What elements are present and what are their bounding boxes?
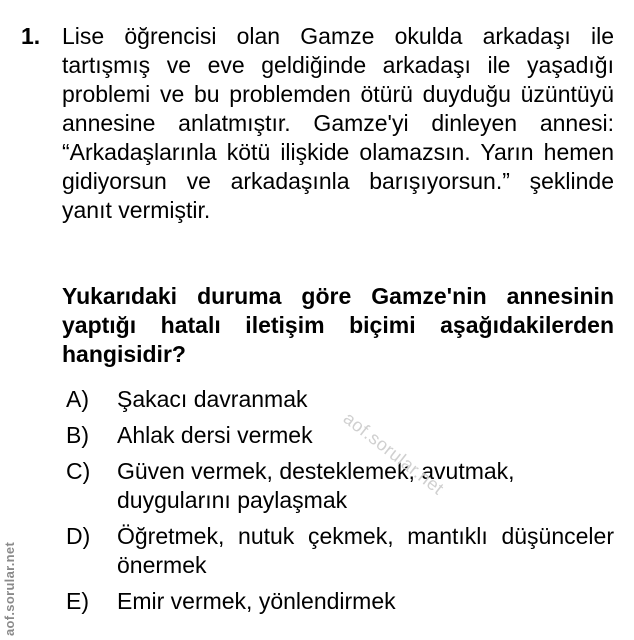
option-a[interactable] [66, 385, 614, 414]
option-b[interactable] [66, 421, 614, 450]
option-letter: B) [66, 422, 89, 448]
option-text: Şakacı davranmak [117, 386, 308, 412]
question-stem: Lise öğrencisi olan Gamze okulda arkadaşı ile tartışmış ve eve geldiğinde arkadaşı ile yaşadığı problemi ve bu problemden ötürü duyduğu üzüntüyü annesine anlatmıştır. Gamze'yi dinleyen annesi: “Arkadaşlarınla kötü ilişkide olamazsın. Yarın hemen gidiyorsun ve arkadaşınla barışıyorsun.” şeklinde yanıt vermiştir. [62, 23, 614, 223]
option-letter: D) [66, 523, 91, 549]
option-letter: C) [66, 458, 91, 484]
option-letter: A) [66, 386, 89, 412]
option-text: Ahlak dersi vermek [117, 422, 313, 448]
answer-options [66, 385, 614, 623]
option-letter: E) [66, 588, 89, 614]
question-prompt: Yukarıdaki duruma göre Gamze'nin annesinin yaptığı hatalı iletişim biçimi aşağıdakilerden hangisidir? [62, 283, 614, 367]
watermark-diagonal: aof.sorular.net [339, 408, 448, 499]
option-text: Öğretmek, nutuk çekmek, mantıklı düşünceler önermek [117, 523, 614, 578]
option-c[interactable] [66, 457, 614, 515]
option-e[interactable] [66, 587, 614, 616]
watermark-side: aof.sorular.net [2, 541, 17, 636]
option-text: Güven vermek, desteklemek, avutmak, duygularını paylaşmak [117, 458, 515, 513]
question-number: 1. [21, 23, 41, 49]
option-d[interactable] [66, 522, 614, 580]
option-text: Emir vermek, yönlendirmek [117, 588, 396, 614]
